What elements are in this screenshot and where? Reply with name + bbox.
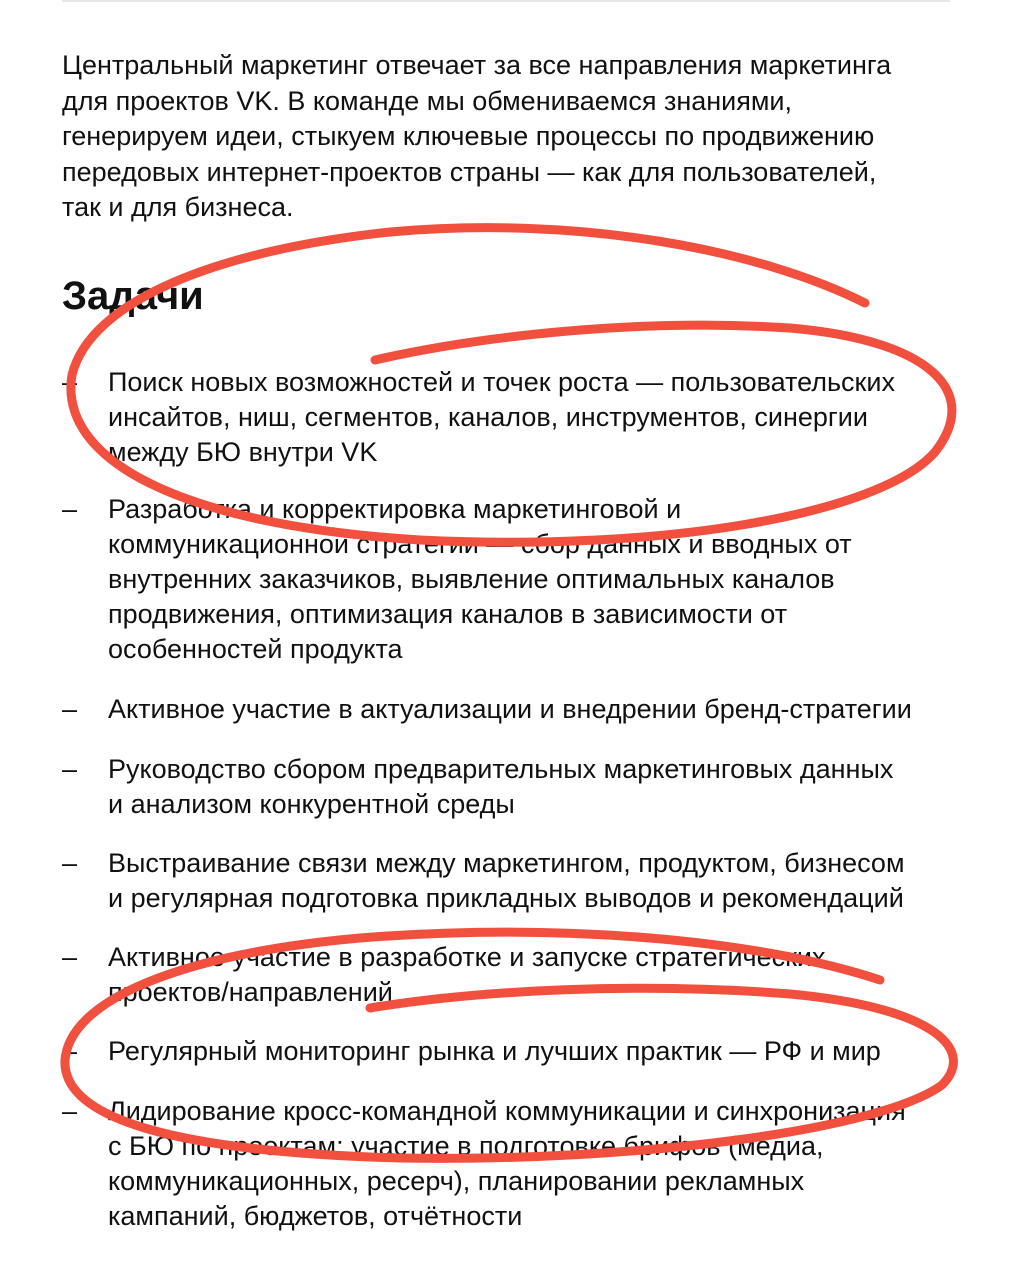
dash-bullet: – xyxy=(62,848,78,878)
task-text: Выстраивание связи между маркетингом, продуктом, бизнесом и регулярная подготовка прикладных выводов и рекомендаций xyxy=(108,848,905,913)
intro-paragraph: Центральный маркетинг отвечает за все направления маркетинга для проектов VK. В команде мы обмениваемся знаниями, генерируем идеи, стыкуем ключевые процессы по продвижению передовых интернет-проектов страны — как для пользователей, так и для бизнеса. xyxy=(62,50,892,222)
task-text: Лидирование кросс-командной коммуникации и синхронизация с БЮ по проектам: участие в подготовке брифов (медиа, коммуникационных, ресерч), планировании рекламных кампаний, бюджетов, отчётности xyxy=(108,1096,906,1231)
dash-bullet: – xyxy=(62,367,78,397)
tasks-heading: Задачи xyxy=(62,274,204,318)
task-text: Руководство сбором предварительных маркетинговых данных и анализом конкурентной среды xyxy=(108,754,894,819)
dash-bullet: – xyxy=(62,1096,78,1126)
task-text: Поиск новых возможностей и точек роста — пользовательских инсайтов, ниш, сегментов, каналов, инструментов, синергии между БЮ внутри VK xyxy=(108,367,895,467)
task-text: Активное участие в разработке и запуске стратегических проектов/направлений xyxy=(108,942,826,1007)
dash-bullet: – xyxy=(62,1036,78,1066)
task-text: Разработка и корректировка маркетинговой и коммуникационной стратегии — сбор данных и вводных от внутренних заказчиков, выявление оптимальных каналов продвижения, оптимизация каналов в зависимости от особенностей продукта xyxy=(108,494,852,664)
dash-bullet: – xyxy=(62,754,78,784)
top-divider xyxy=(62,0,950,2)
task-text: Активное участие в актуализации и внедрении бренд-стратегии xyxy=(108,694,912,724)
dash-bullet: – xyxy=(62,694,78,724)
task-text: Регулярный мониторинг рынка и лучших практик — РФ и мир xyxy=(108,1036,881,1066)
dash-bullet: – xyxy=(62,494,78,524)
dash-bullet: – xyxy=(62,942,78,972)
